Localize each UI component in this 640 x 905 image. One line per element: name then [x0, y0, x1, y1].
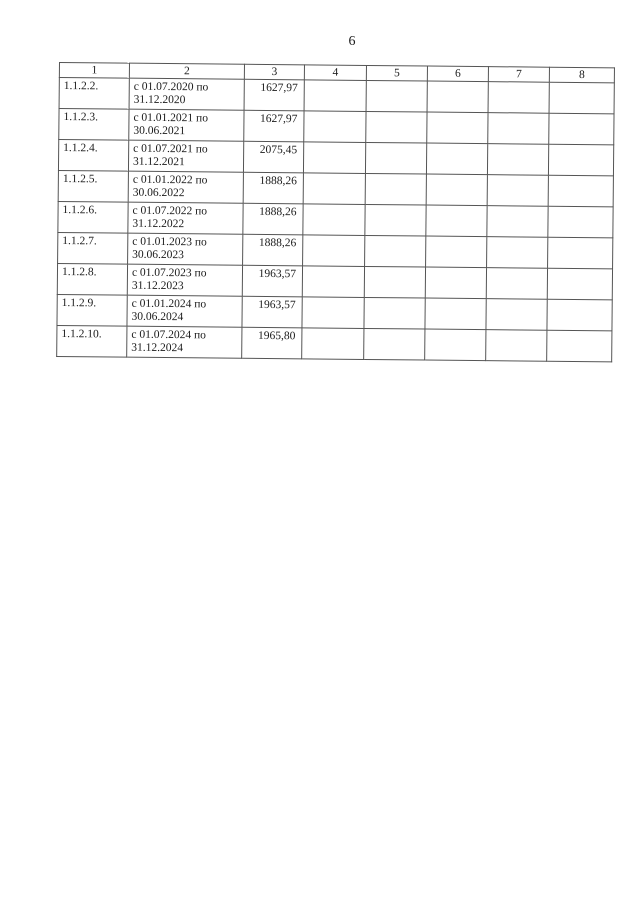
value-cell: 1963,57: [242, 296, 302, 328]
row-number-cell: 1.1.2.10.: [57, 325, 127, 357]
table-body: [57, 78, 615, 362]
row-number-cell: 1.1.2.4.: [58, 140, 128, 172]
empty-cell: [365, 142, 426, 174]
empty-cell: [425, 329, 486, 361]
empty-cell: [426, 205, 487, 237]
empty-cell: [549, 82, 614, 114]
empty-cell: [365, 173, 426, 205]
column-header: 7: [488, 67, 549, 83]
empty-cell: [366, 80, 427, 112]
row-number-cell: 1.1.2.5.: [58, 170, 128, 202]
value-cell: 1888,26: [243, 234, 303, 266]
period-cell: с 01.01.2023 по 30.06.2023: [128, 233, 243, 265]
period-cell: с 01.07.2020 по 31.12.2020: [129, 78, 244, 110]
empty-cell: [425, 298, 486, 330]
column-header: 3: [244, 64, 304, 80]
column-header: 4: [304, 65, 366, 81]
period-cell: с 01.01.2022 по 30.06.2022: [128, 171, 243, 203]
column-header: 1: [59, 63, 129, 79]
empty-cell: [488, 113, 549, 145]
empty-cell: [486, 268, 547, 300]
value-cell: 1888,26: [243, 172, 303, 204]
empty-cell: [426, 143, 487, 175]
value-cell: 1627,97: [244, 110, 304, 142]
empty-cell: [427, 112, 488, 144]
empty-cell: [488, 82, 549, 114]
period-cell: с 01.07.2024 по 31.12.2024: [127, 326, 242, 358]
empty-cell: [304, 111, 366, 143]
empty-cell: [304, 80, 366, 112]
value-cell: 1963,57: [242, 265, 302, 297]
empty-cell: [487, 237, 548, 269]
empty-cell: [302, 297, 364, 329]
empty-cell: [487, 206, 548, 238]
empty-cell: [486, 330, 547, 362]
empty-cell: [366, 111, 427, 143]
tariff-table-wrapper: [56, 62, 614, 362]
empty-cell: [486, 299, 547, 331]
empty-cell: [547, 268, 612, 300]
tariff-table: [56, 62, 615, 362]
row-number-cell: 1.1.2.6.: [58, 201, 128, 233]
empty-cell: [303, 173, 365, 205]
empty-cell: [364, 266, 425, 298]
empty-cell: [365, 204, 426, 236]
row-number-cell: 1.1.2.2.: [59, 78, 129, 110]
empty-cell: [303, 235, 365, 267]
empty-cell: [302, 266, 364, 298]
row-number-cell: 1.1.2.3.: [59, 109, 129, 141]
period-cell: с 01.01.2024 по 30.06.2024: [127, 295, 242, 327]
empty-cell: [487, 144, 548, 176]
value-cell: 1888,26: [243, 203, 303, 235]
value-cell: 2075,45: [243, 141, 303, 173]
period-cell: с 01.01.2021 по 30.06.2021: [129, 109, 244, 141]
empty-cell: [427, 81, 488, 113]
row-number-cell: 1.1.2.9.: [57, 294, 127, 326]
row-number-cell: 1.1.2.7.: [58, 232, 128, 264]
empty-cell: [364, 328, 425, 360]
empty-cell: [365, 235, 426, 267]
table-row: [57, 325, 612, 361]
empty-cell: [364, 297, 425, 329]
period-cell: с 01.07.2021 по 31.12.2021: [128, 140, 243, 172]
value-cell: 1627,97: [244, 79, 304, 111]
empty-cell: [303, 204, 365, 236]
column-header: 5: [366, 65, 427, 81]
column-header: 2: [129, 63, 244, 79]
empty-cell: [548, 175, 613, 207]
column-header: 6: [427, 66, 488, 82]
empty-cell: [302, 328, 364, 360]
empty-cell: [549, 113, 614, 145]
empty-cell: [547, 299, 612, 331]
empty-cell: [426, 236, 487, 268]
empty-cell: [548, 144, 613, 176]
empty-cell: [547, 330, 612, 362]
value-cell: 1965,80: [242, 327, 302, 359]
empty-cell: [548, 237, 613, 269]
empty-cell: [426, 174, 487, 206]
empty-cell: [303, 142, 365, 174]
row-number-cell: 1.1.2.8.: [57, 263, 127, 295]
empty-cell: [425, 267, 486, 299]
empty-cell: [548, 206, 613, 238]
empty-cell: [487, 175, 548, 207]
period-cell: с 01.07.2022 по 31.12.2022: [128, 202, 243, 234]
column-header: 8: [549, 67, 614, 83]
period-cell: с 01.07.2023 по 31.12.2023: [127, 264, 242, 296]
page-number: 6: [348, 34, 356, 49]
